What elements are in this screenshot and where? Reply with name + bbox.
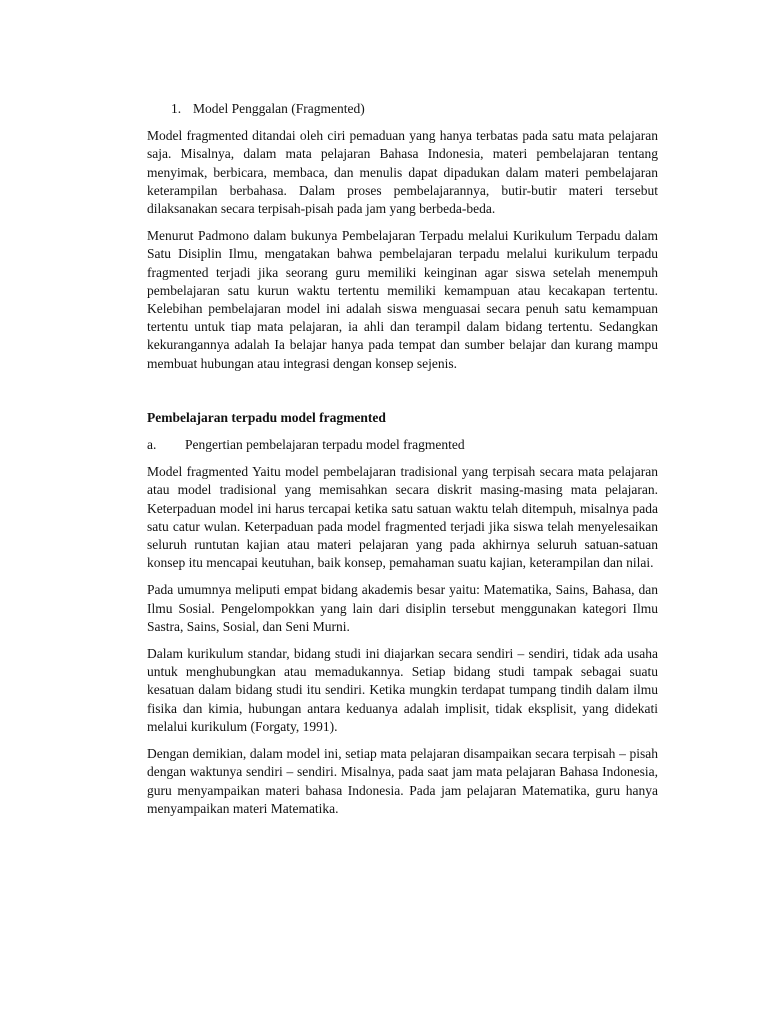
document-page — [147, 100, 658, 827]
paragraph-bidang-akademis: Pada umumnya meliputi empat bidang akademis besar yaitu: Matematika, Sains, Bahasa, dan Ilmu Sosial. Pengelompokkan yang lain dari disiplin tersebut menggunakan kategori Ilmu Sastra, Sains, Sosial, dan Seni Murni. — [147, 582, 658, 634]
numbered-heading-model-penggalan — [171, 100, 658, 118]
lettered-subheading-text: Pengertian pembelajaran terpadu model fragmented — [185, 437, 465, 453]
paragraph-dengan-demikian: Dengan demikian, dalam model ini, setiap mata pelajaran disampaikan secara terpisah – pisah dengan waktunya sendiri – sendiri. Misalnya, pada saat jam mata pelajaran Bahasa Indonesia, guru menyampaikan materi bahasa Indonesia. Pada jam pelajaran Matematika, guru hanya menyampaikan materi Matematika. — [147, 746, 658, 816]
paragraph-model-fragmented: Model fragmented Yaitu model pembelajaran tradisional yang terpisah secara mata pelajaran atau model tradisional yang memisahkan secara diskrit masing-masing mata pelajaran. Keterpaduan model ini harus tercapai ketika satu satuan waktu telah ditempuh, misalnya pada satu catur wulan. Keterpaduan pada model fragmented terjadi jika siswa telah menyelesaikan seluruh runtutan kajian atau materi pelajaran yang pada akhirnya seluruh satuan-satuan konsep itu mencapai keutuhan, baik konsep, pemahaman suatu kajian, keterampilan dan nilai. — [147, 464, 658, 571]
lettered-subheading-pengertian — [147, 436, 658, 454]
section-heading-pembelajaran-terpadu: Pembelajaran terpadu model fragmented — [147, 409, 386, 425]
list-letter: a. — [147, 437, 157, 453]
list-number: 1. — [171, 101, 182, 116]
numbered-heading-text: Model Penggalan (Fragmented) — [193, 101, 365, 116]
paragraph-padmono: Menurut Padmono dalam bukunya Pembelajaran Terpadu melalui Kurikulum Terpadu dalam Satu Disiplin Ilmu, mengatakan bahwa pembelajaran terpadu melalui kurikulum terpadu fragmented terjadi jika seorang guru memiliki keinginan agar siswa setelah menempuh pembelajaran satu kurun waktu tertentu memiliki kemampuan atau kecakapan tertentu. Kelebihan pembelajaran model ini adalah siswa menguasai secara penuh satu kemampuan tertentu untuk tiap mata pelajaran, ia ahli dan terampil dalam bidang tertentu. Sedangkan kekurangannya adalah Ia belajar hanya pada tempat dan sumber belajar dan kurang mampu membuat hubungan atau integrasi dengan konsep sejenis. — [147, 228, 658, 371]
paragraph-kurikulum-standar: Dalam kurikulum standar, bidang studi ini diajarkan secara sendiri – sendiri, tidak ada usaha untuk menghubungkan atau memadukannya. Setiap bidang studi tampak sebagai suatu kesatuan dalam bidang studi itu sendiri. Ketika mungkin terdapat tumpang tindih dalam ilmu fisika dan kimia, hubungan antara keduanya adalah implisit, tidak eksplisit, yang didekati melalui kurikulum (Forgaty, 1991). — [147, 646, 658, 734]
paragraph-fragmented-definition: Model fragmented ditandai oleh ciri pemaduan yang hanya terbatas pada satu mata pelajaran saja. Misalnya, dalam mata pelajaran Bahasa Indonesia, materi pembelajaran tentang menyimak, berbicara, membaca, dan menulis dapat dipadukan dalam materi pembelajaran keterampilan berbahasa. Dalam proses pembelajarannya, butir-butir materi tersebut dilaksanakan secara terpisah-pisah pada jam yang berbeda-beda. — [147, 128, 658, 217]
section-spacer — [147, 382, 658, 409]
